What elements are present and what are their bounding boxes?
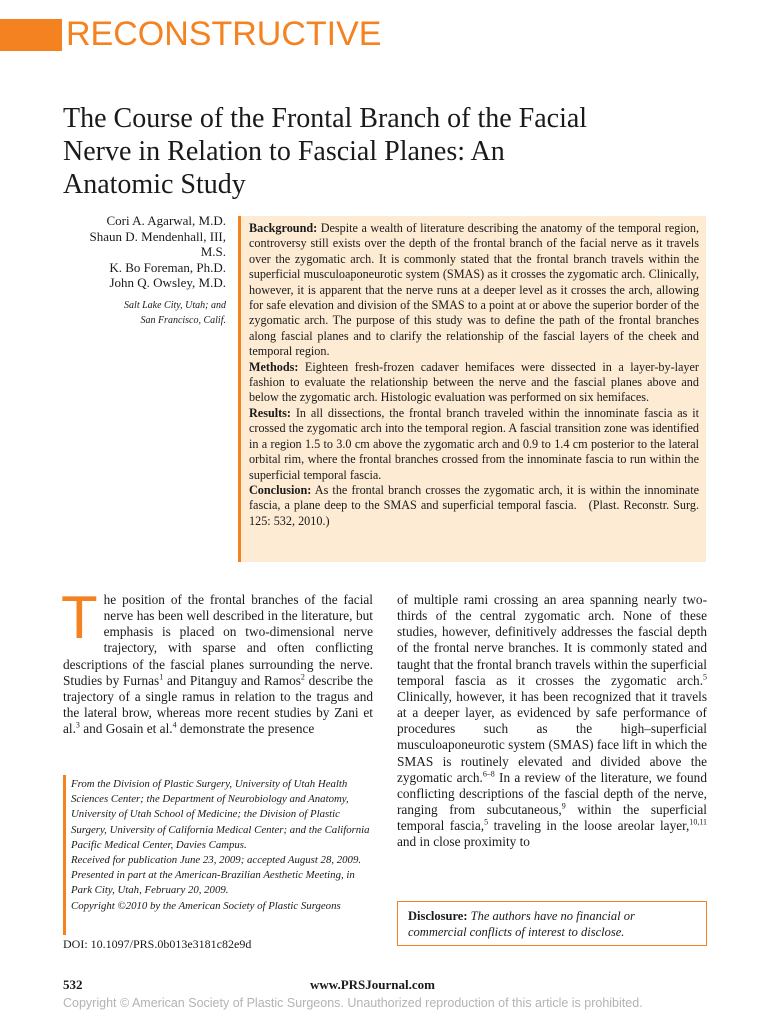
author-name: Shaun D. Mendenhall, III, (89, 228, 226, 244)
abstract-label: Methods: (249, 359, 299, 374)
received-text: Received for publication June 23, 2009; accepted August 28, 2009. (71, 854, 362, 867)
copyright-notice: Copyright © American Society of Plastic Surgeons. Unauthorized reproduction of this article is prohibited. (63, 996, 643, 1010)
body-text-run: of multiple rami crossing an area spanning nearly two-thirds of the central zygomatic arch. None of these studies, however, definitively addresses the fascial depth of the frontal nerve branches. It is commonly stated and taught that the frontal branch travels within the superficial temporal fascia as it crosses the zygomatic arch. (397, 592, 707, 688)
abstract-results (249, 406, 699, 483)
abstract-background (249, 221, 699, 360)
affiliation-footnote (71, 777, 374, 914)
body-column-right (397, 592, 707, 851)
body-text-run: demonstrate the presence (176, 721, 315, 737)
abstract-text: Eighteen fresh-frozen cadaver hemifaces were dissected in a layer-by-layer fashion to evaluate the relationship between the nerve and the fascial planes above and below the zygomatic arch. Histologic evaluation was performed on six hemifaces. (249, 359, 699, 405)
body-text-run: In a review of the literature, we found conflicting descriptions of the fascial depth of the nerve, ranging from subcutaneous, (397, 769, 707, 818)
reference-marker[interactable]: 5 (484, 817, 489, 827)
disclosure-label: Disclosure: (408, 909, 468, 923)
body-text-run: and Gosain et al. (79, 721, 173, 737)
article-title (63, 102, 723, 201)
abstract-label: Background: (249, 221, 318, 235)
disclosure-box (397, 901, 707, 946)
author-list (40, 213, 226, 291)
reference-marker[interactable]: 6–8 (482, 769, 495, 779)
title-line: The Course of the Frontal Branch of the Facial (63, 103, 588, 134)
abstract-box (241, 216, 706, 562)
body-paragraph (61, 584, 373, 737)
abstract-text: In all dissections, the frontal branch traveled within the innominate fascia as it crossed the zygomatic arch into the temporal region. A fascial transition zone was identified in a region 1.5 to 3.0 cm above the zygomatic arch and 0.9 to 1.4 cm posterior to the lateral orbital rim, where the frontal branches crossed from the innominate fascia to run within the superficial temporal fascia. (249, 405, 699, 482)
body-text-run: and Pitanguy and Ramos (163, 672, 301, 688)
copyright-text: Copyright ©2010 by the American Society of Plastic Surgeons (71, 899, 341, 912)
section-accent-bar (0, 19, 62, 51)
page-number: 532 (63, 977, 83, 992)
body-text-run: describe the trajectory of a single ramus in relation to the tragus and the lateral brow, whereas more recent studies by Zani et al. (63, 672, 373, 737)
body-text-run: Clinically, however, it has been recognized that it travels at a deeper layer, as evidenced by safe performance of procedures such as the high–superficial musculoaponeurotic system (SMAS) face lift in which the SMAS is routinely elevated and divided above the zygomatic arch. (397, 688, 707, 785)
body-column-left (61, 584, 373, 737)
doi-link[interactable]: DOI: 10.1097/PRS.0b013e3181c82e9d (63, 937, 252, 951)
reference-marker[interactable]: 5 (703, 672, 707, 682)
reference-marker[interactable]: 4 (172, 720, 177, 730)
title-line: Anatomic Study (63, 169, 246, 200)
body-text-run: he position of the frontal branches of the facial nerve has been well described in the literature, but emphasis is placed on two-dimensional nerve trajectory, with sparse and often conflicting descriptions of the fascial planes surrounding the nerve. Studies by Furnas (63, 592, 373, 688)
author-name: K. Bo Foreman, Ph.D. (109, 259, 226, 275)
footnote-accent-rule (63, 775, 66, 935)
author-location: Salt Lake City, Utah; and (124, 300, 226, 311)
author-name: M.S. (200, 244, 226, 259)
author-location: San Francisco, Calif. (140, 315, 226, 326)
body-text-run: within the superficial temporal fascia, (397, 802, 707, 834)
body-paragraph (397, 592, 707, 851)
reference-marker[interactable]: 2 (300, 672, 305, 682)
abstract-text: As the frontal branch crosses the zygomatic arch, it is within the innominate fascia, a plane deep to the SMAS and superficial temporal fascia. (249, 482, 699, 513)
title-line: Nerve in Relation to Fascial Planes: An (63, 136, 505, 167)
disclosure-text: The authors have no financial or commercial conflicts of interest to disclose. (408, 909, 635, 939)
reference-marker[interactable]: 10,11 (689, 817, 707, 827)
drop-cap: T (61, 584, 98, 651)
body-text-run: traveling in the loose areolar layer, (488, 818, 690, 834)
reference-marker[interactable]: 1 (159, 672, 164, 682)
abstract-methods (249, 360, 699, 406)
reference-marker[interactable]: 9 (561, 801, 566, 811)
abstract-citation: (Plast. Reconstr. Surg. 125: 532, 2010.) (249, 498, 699, 528)
journal-url-link[interactable]: www.PRSJournal.com (310, 977, 435, 992)
author-name: John Q. Owsley, M.D. (109, 275, 226, 290)
abstract-conclusion (249, 483, 699, 529)
abstract-label: Results: (249, 405, 291, 420)
section-label: RECONSTRUCTIVE (66, 15, 382, 53)
presented-text: Presented in part at the American-Brazilian Aesthetic Meeting, in Park City, Utah, February 20, 2009. (71, 869, 355, 897)
affiliation-text: From the Division of Plastic Surgery, University of Utah Health Sciences Center; the Department of Neurobiology and Anatomy, University of Utah School of Medicine; the Division of Plastic Surgery, University of California Medical Center; and the California Pacific Medical Center, Davies Campus. (71, 778, 370, 851)
reference-marker[interactable]: 3 (75, 720, 80, 730)
abstract-text: Despite a wealth of literature describing the anatomy of the temporal region, controversy still exists over the depth of the frontal branch of the facial nerve as it travels over the zygomatic arch. It is commonly stated that the frontal branch travels within the superficial musculoaponeurotic system (SMAS) as it crosses the zygomatic arch. Clinically, however, it is apparent that the nerve runs at a deeper level as it crosses the arch, allowing for safe elevation and division of the SMAS to a point at or above the superior border of the zygomatic arch. The purpose of this study was to define the path of the frontal branches along fascial planes and to clarify the relationship of the fascial layers of the cheek and temporal region. (249, 221, 699, 359)
author-locations (40, 298, 226, 328)
abstract-label: Conclusion: (249, 482, 312, 497)
author-name: Cori A. Agarwal, M.D. (106, 213, 226, 228)
body-text-run: and in close proximity to (397, 834, 530, 850)
